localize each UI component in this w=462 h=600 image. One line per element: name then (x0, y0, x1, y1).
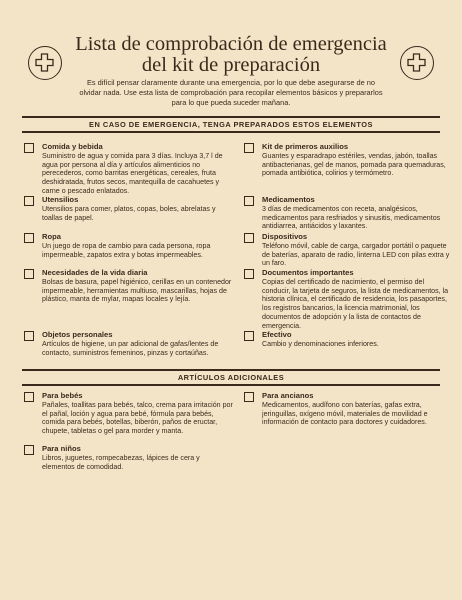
checkbox[interactable] (24, 269, 34, 279)
item-title: Medicamentos (262, 195, 315, 204)
item-title: Para ancianos (262, 391, 314, 400)
section-rule-top (22, 369, 440, 371)
section-rule-bottom (22, 384, 440, 386)
item-description: Pañales, toallitas para bebés, talco, crema para irritación por el pañal, loción y agua para bebé, fórmula para bebés, comida para bebés, botellas, biberón, paños de eructar, chupete, tabletas o gel para morder y manta. (42, 401, 233, 436)
section-rule-bottom (22, 131, 440, 133)
cross-shape (407, 53, 426, 72)
item-description: 3 días de medicamentos con receta, analgésicos, medicamentos para resfriados y sinusitis, medicamentos antidiarrea, antiácidos y laxantes. (262, 205, 441, 231)
item-title: Para niños (42, 444, 81, 453)
item-description: Bolsas de basura, papel higiénico, cerillas en un contenedor impermeable, herramientas multiuso, mascarillas, hojas de plástico, manta de mylar, mapas locales y lejía. (42, 278, 232, 304)
item-title: Kit de primeros auxilios (262, 142, 349, 151)
section-rule-top (22, 116, 440, 118)
cross-shape (35, 53, 54, 72)
intro-text: Es difícil pensar claramente durante una emergencia, por lo que debe asegurarse de no olvidar nada. Use esta lista de comprobación para recopilar elementos básicos y prepararlos para lo que pueda suceder mañana. (79, 78, 383, 107)
item-description: Guantes y esparadrapo estériles, vendas, jabón, toallas antibacterianas, gel de manos, pomada para quemaduras, pomada antibiótica, colirios y termómetro. (262, 152, 446, 178)
section-heading-emergency: EN CASO DE EMERGENCIA, TENGA PREPARADOS ESTOS ELEMENTOS (89, 120, 373, 129)
item-title: Comida y bebida (42, 142, 103, 151)
checkbox[interactable] (244, 233, 254, 243)
section-heading-additional: ARTÍCULOS ADICIONALES (177, 373, 285, 382)
item-title: Objetos personales (42, 330, 113, 339)
page-title: Lista de comprobación de emergencia del kit de preparación (75, 33, 387, 76)
item-description: Libros, juguetes, rompecabezas, lápices de cera y elementos de comodidad. (42, 454, 200, 471)
item-description: Artículos de higiene, un par adicional de gafas/lentes de contacto, suministros femeninos, pinzas y cortaúñas. (42, 340, 219, 357)
item-description: Medicamentos, audífono con baterías, gafas extra, jeringuillas, oxígeno móvil, materiales de movilidad e información de contacto para doctores y cuidadores. (262, 401, 428, 427)
item-description: Teléfono móvil, cable de carga, cargador portátil o paquete de baterías, aparato de radio, linterna LED con pilas extra y un faro. (262, 242, 450, 268)
checkbox[interactable] (24, 233, 34, 243)
item-description: Cambio y denominaciones inferiores. (262, 340, 379, 348)
first-aid-cross-icon (400, 46, 434, 80)
item-title: Utensilios (42, 195, 79, 204)
item-description: Suministro de agua y comida para 3 días. Incluya 3,7 l de agua por persona al día y artículos alimenticios no perecederos, como barritas energéticas, cereales, fruta deshidratada, frutos secos, mantequilla de cacahuetes y carne o pescado enlatados. (42, 152, 223, 195)
checkbox[interactable] (244, 331, 254, 341)
checkbox[interactable] (24, 331, 34, 341)
first-aid-cross-icon (28, 46, 62, 80)
checkbox[interactable] (24, 196, 34, 206)
item-title: Necesidades de la vida diaria (42, 268, 148, 277)
checkbox[interactable] (24, 392, 34, 402)
item-title: Documentos importantes (262, 268, 354, 277)
item-title: Efectivo (262, 330, 292, 339)
checkbox[interactable] (244, 269, 254, 279)
checkbox[interactable] (24, 143, 34, 153)
item-title: Ropa (42, 232, 61, 241)
item-description: Un juego de ropa de cambio para cada persona, ropa impermeable, zapatos extra y botas impermeables. (42, 242, 211, 259)
item-description: Utensilios para comer, platos, copas, boles, abrelatas y toallas de papel. (42, 205, 216, 222)
item-title: Para bebés (42, 391, 83, 400)
checkbox[interactable] (24, 445, 34, 455)
item-description: Copias del certificado de nacimiento, el permiso del conducir, la tarjeta de seguros, la lista de medicamentos, la historia clínica, el certificado de residencia, los pasaportes, los registros bancarios, la licencia matrimonial, los documentos de adopción y la lista de contactos de emergencia. (262, 278, 449, 330)
checkbox[interactable] (244, 392, 254, 402)
checkbox[interactable] (244, 143, 254, 153)
item-title: Dispositivos (262, 232, 308, 241)
checkbox[interactable] (244, 196, 254, 206)
